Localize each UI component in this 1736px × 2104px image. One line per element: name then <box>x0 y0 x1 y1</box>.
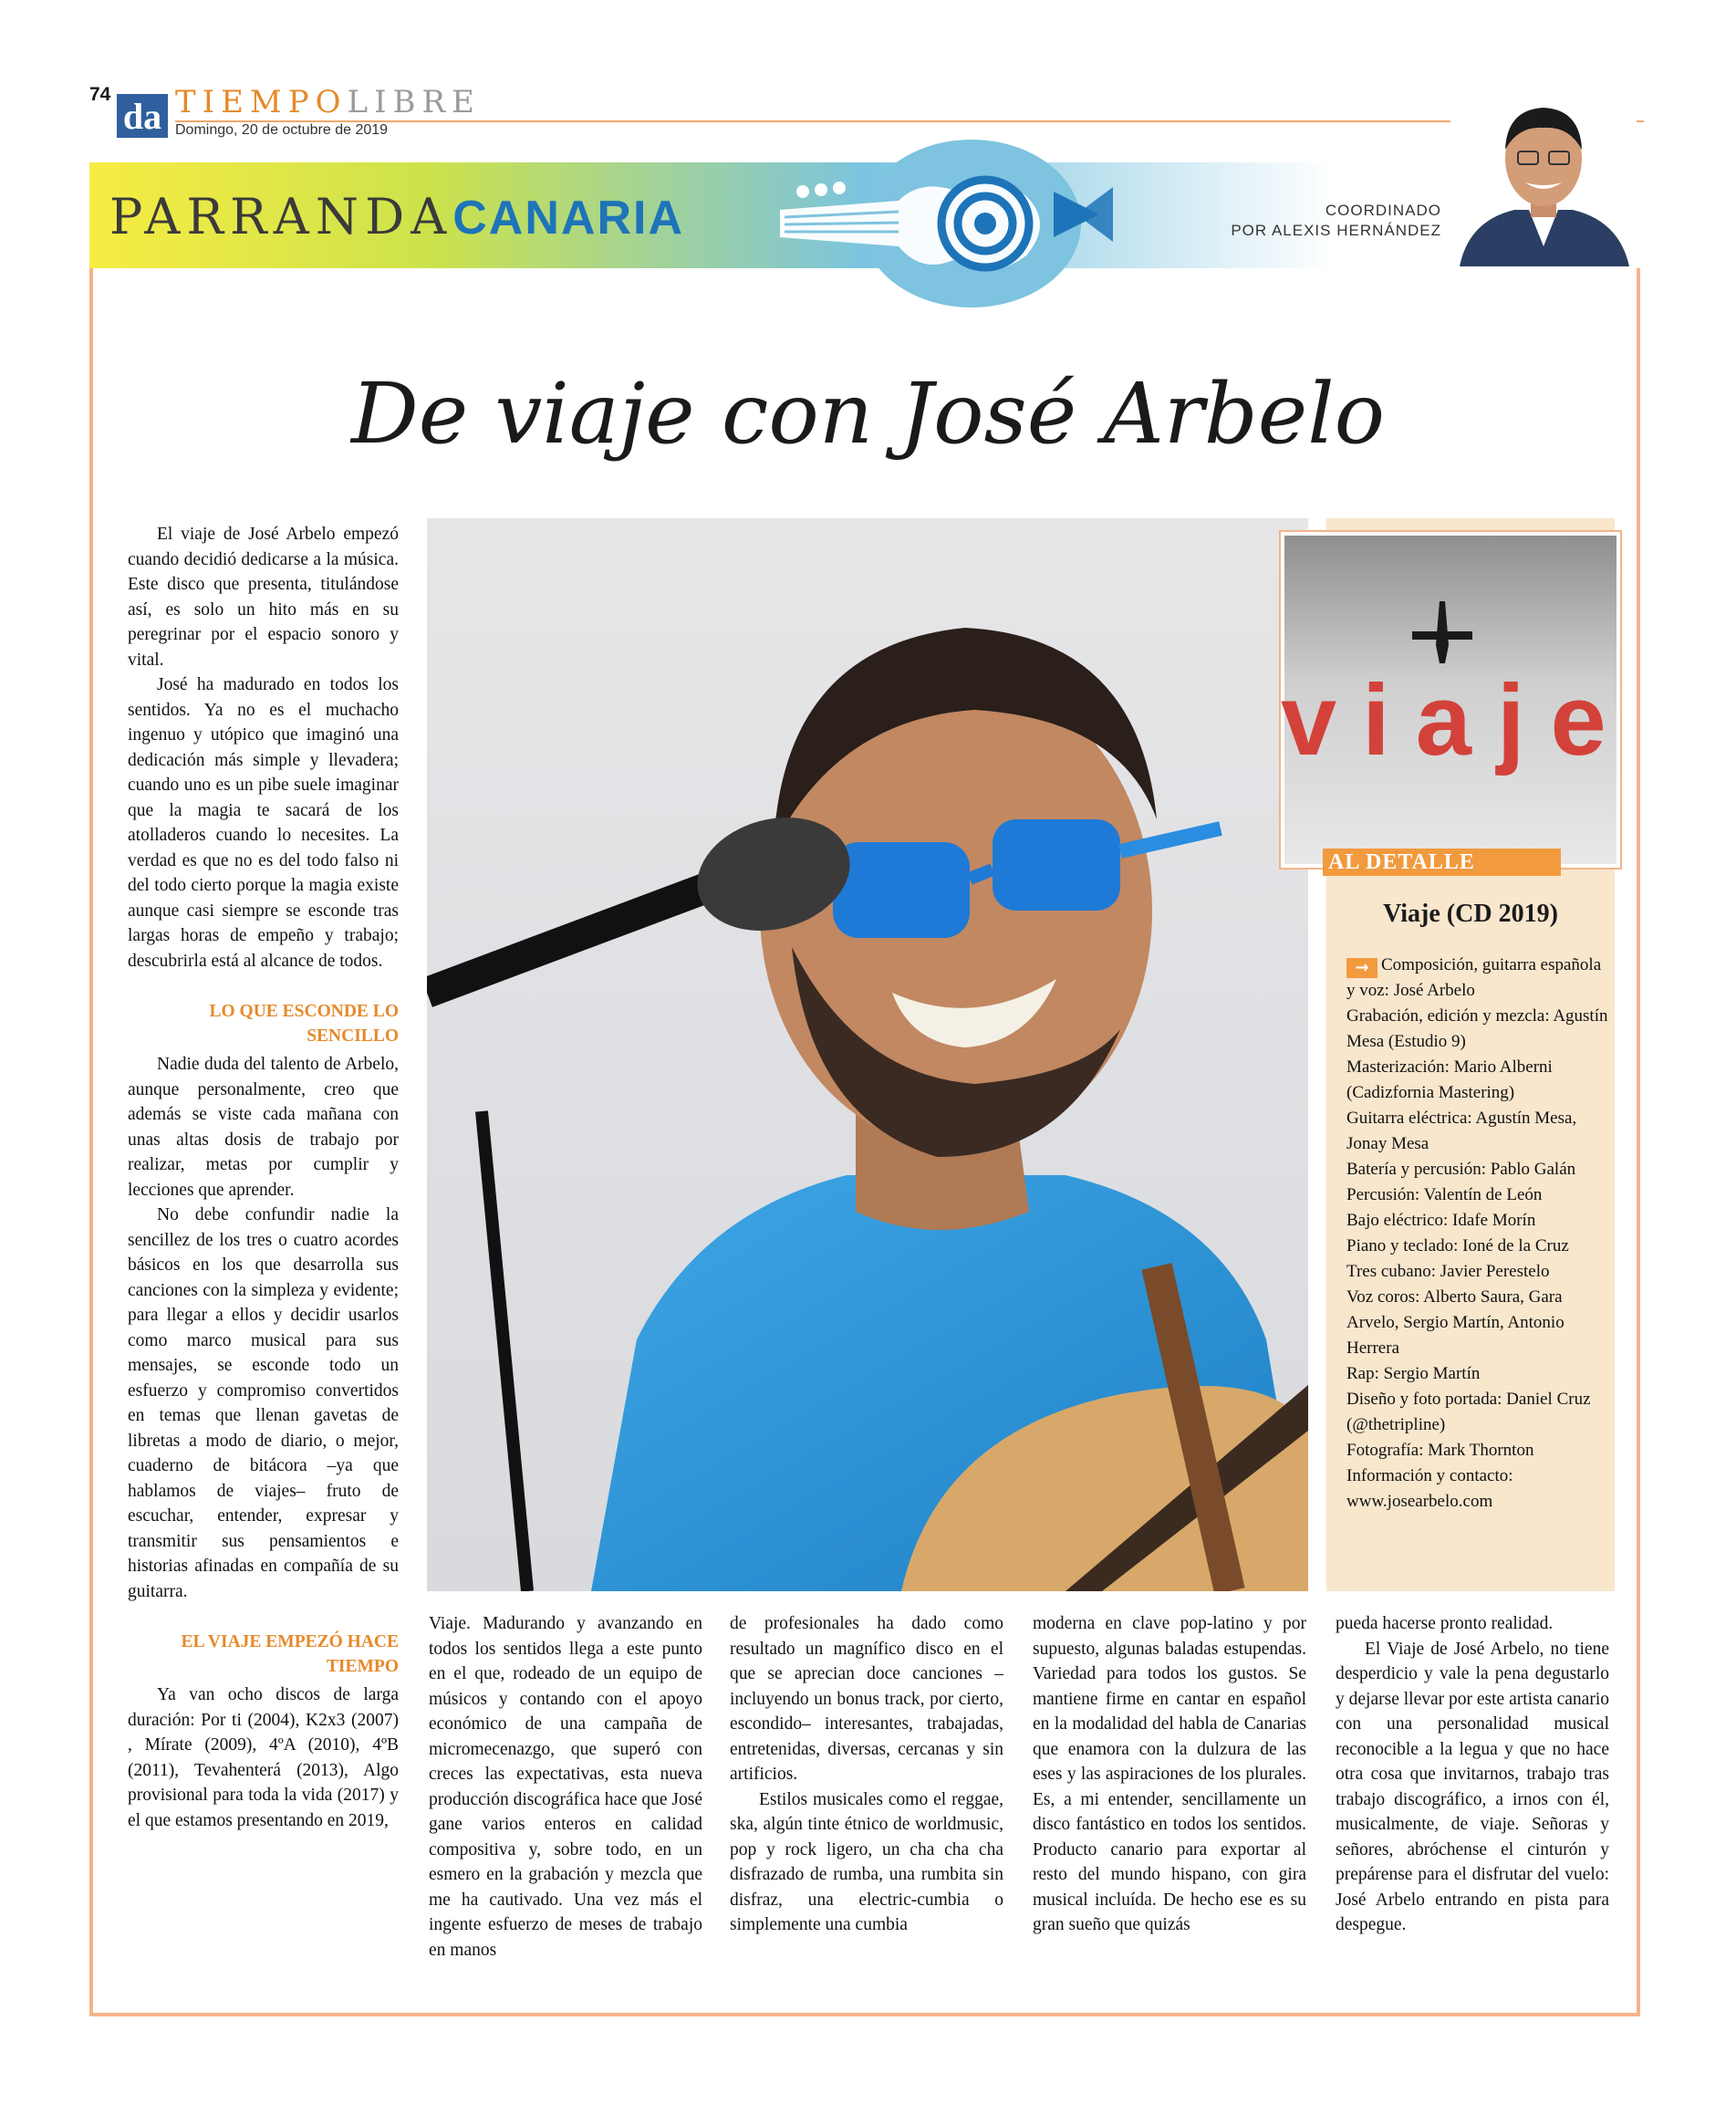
credit-line: Guitarra eléctrica: Agustín Mesa, Jonay Mesa <box>1346 1109 1577 1153</box>
credit-line: Tres cubano: Javier Perestelo <box>1346 1262 1550 1281</box>
credit-line: Percusión: Valentín de León <box>1346 1185 1543 1204</box>
album-cover-title: viaje <box>1281 664 1632 776</box>
banner-title <box>109 188 684 245</box>
banner-title-b: CANARIA <box>452 192 684 245</box>
cd-title: Viaje (CD 2019) <box>1383 900 1558 928</box>
credit-line: Batería y percusión: Pablo Galán <box>1346 1160 1576 1179</box>
paragraph: José ha madurado en todos los sentidos. Ya no es el muchacho ingenuo y utópico que imaginó una dedicación más simple y llevadera; cuando uno es un pibe suele imaginar que la magia te sacará de los atolladeros cuando lo necesites. La verdad es que no es del todo falso ni del todo cierto porque la magia existe aunque casi siempre se esconde tras largas horas de empeño y trabajo; descubrirla está al alcance de todos. <box>128 675 399 971</box>
paragraph: Ya van ocho discos de larga duración: Por ti (2004), K2x3 (2007) , Mírate (2009), 4ºA (2010), 4ºB (2011), Tevahenterá (2013), Algo provisional para toda la vida (2017) y el que estamos presentando en 2019, <box>128 1685 399 1830</box>
coordinator-credit <box>1186 201 1441 241</box>
sidebar-tag: AL DETALLE <box>1323 849 1561 876</box>
paragraph: El Viaje de José Arbelo, no tiene desperdicio y vale la pena degustarlo y dejarse llevar por este artista canario con una personalidad musical reconocible a la legua y que no hace otra cosa que invitarnos, trabajo tras trabajo discográfico, a irnos con él, musicalmente, de viaje. Señoras y señores, abróchense el cinturón y prepárense para el disfrutar del vuelo: José Arbelo entrando en pista para despegue. <box>1336 1639 1609 1934</box>
banner-title-a: PARRANDA <box>109 188 453 245</box>
coordinator-line2: POR ALEXIS HERNÁNDEZ <box>1231 222 1441 239</box>
issue-date: Domingo, 20 de octubre de 2019 <box>175 122 389 138</box>
credit-line: → Composición, guitarra española y voz: José Arbelo <box>1346 955 1602 1000</box>
newspaper-logo: da <box>117 94 168 138</box>
paragraph: pueda hacerse pronto realidad. <box>1336 1614 1554 1633</box>
credit-line: Voz coros: Alberto Saura, Gara Arvelo, Sergio Martín, Antonio Herrera <box>1346 1287 1564 1358</box>
subheading: LO QUE ESCONDE LO SENCILLO <box>209 1002 399 1046</box>
paragraph: Estilos musicales como el reggae, ska, algún tinte étnico de worldmusic, pop y rock ligero, un cha cha cha disfrazado de rumba, una rumbita sin disfraz, una electric-cumbia o simplemente una cumbia <box>730 1789 1003 1934</box>
credit-line: Masterización: Mario Alberni (Cadizfornia Mastering) <box>1346 1057 1553 1102</box>
paragraph: Nadie duda del talento de Arbelo, aunque personalmente, creo que además se viste cada mañana con unas altas dosis de trabajo por realizar, metas por cumplir y lecciones que aprender. <box>128 1055 399 1200</box>
credit-line: Rap: Sergio Martín <box>1346 1364 1481 1383</box>
credit-line: Información y contacto: www.josearbelo.com <box>1346 1466 1513 1511</box>
page-number: 74 <box>89 84 111 105</box>
credit-line: Grabación, edición y mezcla: Agustín Mesa (Estudio 9) <box>1346 1006 1608 1051</box>
masthead-rule <box>175 120 1644 122</box>
paragraph: moderna en clave pop-latino y por supuesto, algunas baladas estupendas. Variedad para todos los gustos. Se mantiene firme en cantar en español en la modalidad del habla de Canarias que enamora con la dulzura de las eses y las aspiraciones de los plurales. Es, a mi entender, sencillamente un disco fantástico en todos los sentidos. Producto canario para exportar al resto del mundo hispano, con gira musical incluída. De hecho ese es su gran sueño que quizás <box>1033 1614 1306 1934</box>
arrow-right-icon: → <box>1346 958 1377 978</box>
section-title <box>175 84 481 120</box>
credit-line: Diseño y foto portada: Daniel Cruz (@thetripline) <box>1346 1390 1591 1434</box>
section-title-b: LIBRE <box>347 84 481 120</box>
coordinator-portrait <box>1450 93 1637 266</box>
article-column-3 <box>730 1611 1003 1938</box>
headline: De viaje con José Arbelo <box>350 365 1386 463</box>
subheading: EL VIAJE EMPEZÓ HACE TIEMPO <box>181 1632 399 1676</box>
article-column-1 <box>128 522 399 1833</box>
credits-list <box>1346 953 1611 1515</box>
section-title-a: TIEMPO <box>175 84 348 120</box>
credit-line: Piano y teclado: Ioné de la Cruz <box>1346 1236 1569 1255</box>
article-column-5 <box>1336 1611 1609 1938</box>
paragraph: No debe confundir nadie la sencillez de los tres o cuatro acordes básicos en los que desarrolla sus canciones con la simpleza y evidente; para llegar a ellos y decidir usarlos como marco musical para sus mensajes, se esconde todo un esfuerzo y compromiso convertidos en temas que llenan gavetas de libretas a modo de diario, o mejor, cuaderno de bitácora –ya que hablamos de viajes– fruto de escuchar, entender, expresar y transmitir sus pensamientos e historias afinadas en compañía de su guitarra. <box>128 1205 399 1601</box>
coordinator-line1: COORDINADO <box>1325 202 1441 219</box>
paragraph: El viaje de José Arbelo empezó cuando decidió dedicarse a la música. Este disco que presenta, titulándose así, es solo un hito más en su peregrinar por el espacio sonoro y vital. <box>128 525 399 670</box>
credit-line: Fotografía: Mark Thornton <box>1346 1441 1534 1460</box>
musician-photo <box>427 518 1308 1591</box>
article-column-2 <box>429 1611 702 1963</box>
paragraph: Viaje. Madurando y avanzando en todos los sentidos llega a este punto en el que, rodeado de un equipo de músicos y contando con el apoyo económico de una campaña de micromecenazgo, que superó con creces las expectativas, esta nueva producción discográfica hace que José gane varios enteros en calidad compositiva y, sobre todo, en un esmero en la grabación y mezcla que me ha cautivado. Una vez más el ingente esfuerzo de meses de trabajo en manos <box>429 1614 702 1960</box>
article-column-4 <box>1033 1611 1306 1938</box>
credit-line: Bajo eléctrico: Idafe Morín <box>1346 1211 1536 1230</box>
paragraph: de profesionales ha dado como resultado un magnífico disco en el que se aprecian doce canciones –incluyendo un bonus track, por cierto, escondido– interesantes, trabajadas, entretenidas, diversas, cercanas y sin artificios. <box>730 1614 1003 1784</box>
